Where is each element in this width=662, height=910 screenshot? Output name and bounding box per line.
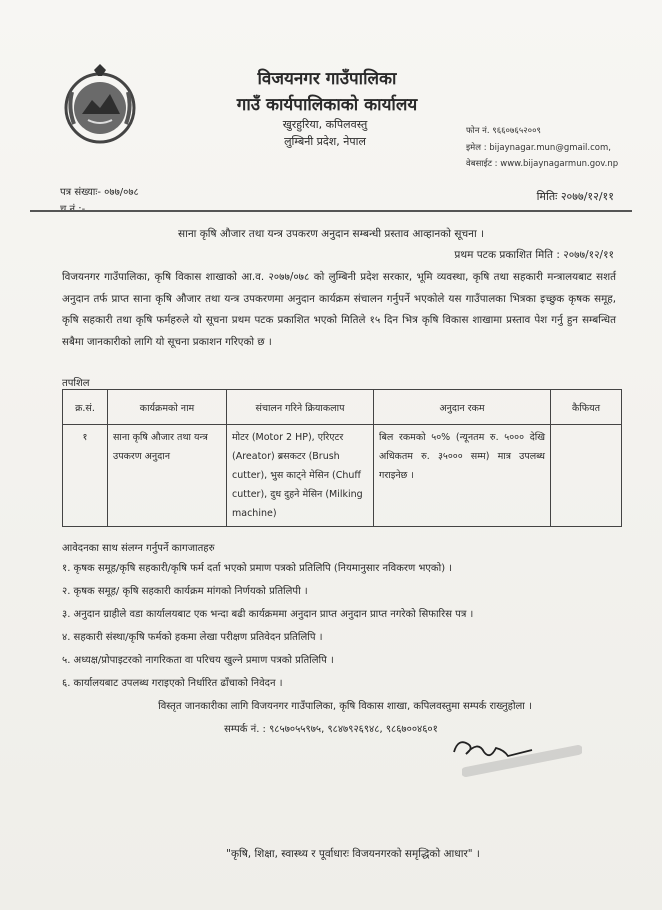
cell-activity: मोटर (Motor 2 HP), एरिएटर (Areator) ब्रसकटर (Brush cutter), भुस काट्ने मेसिन (Chuff cutter), दुध दुहने मेसिन (Milking machine) xyxy=(227,425,374,527)
table-header-row xyxy=(63,390,622,425)
col-header-remarks: कैफियत xyxy=(551,390,622,425)
list-item: ३. अनुदान ग्राहीले वडा कार्यालयबाट एक भन्दा बढी कार्यक्रममा अनुदान प्राप्त अनुदान प्राप्त नगरेको सिफारिस पत्र । xyxy=(62,609,474,620)
letter-date: मितिः २०७७/१२/११ xyxy=(536,190,614,203)
slogan-text: "कृषि, शिक्षा, स्वास्थ्य र पूर्वाधारः विजयनगरको समृद्धिको आधार" । xyxy=(226,848,480,860)
office-phone: फोन नं. ९६६०७६५२००९ xyxy=(466,126,541,136)
office-address-line2: लुम्बिनी प्रदेश, नेपाल xyxy=(284,135,366,148)
cell-program: साना कृषि औजार तथा यन्त्र उपकरण अनुदान xyxy=(108,425,227,527)
cell-sn: १ xyxy=(63,425,108,527)
list-item: १. कृषक समूह/कृषि सहकारी/कृषि फर्म दर्ता भएको प्रमाण पत्रको प्रतिलिपि (नियमानुसार नविकरण भएको) । xyxy=(62,563,453,574)
details-label: तपशिल xyxy=(62,378,90,389)
published-date: प्रथम पटक प्रकाशित मिति : २०७७/१२/११ xyxy=(454,249,614,261)
signature-icon xyxy=(448,730,538,770)
attachments-title: आवेदनका साथ संलग्न गर्नुपर्ने कागजातहरु xyxy=(62,543,215,554)
table-row xyxy=(63,425,622,527)
notice-subject: साना कृषि औजार तथा यन्त्र उपकरण अनुदान सम्बन्धी प्रस्ताव आव्हानको सूचना । xyxy=(178,228,484,240)
program-table xyxy=(62,389,622,527)
office-title-line1: विजयनगर गाउँपालिका xyxy=(257,69,397,89)
cell-remarks xyxy=(551,425,622,527)
attachments-list xyxy=(62,557,622,695)
office-address-line1: खुरहुरिया, कपिलवस्तु xyxy=(282,118,368,131)
dispatch-number xyxy=(60,201,85,215)
list-item: ५. अध्यक्ष/प्रोपाइटरको नागरिकता वा परिचय खुल्ने प्रमाण पत्रको प्रतिलिपि । xyxy=(62,655,334,666)
office-website: वेबसाईट : www.bijaynagarmun.gov.np xyxy=(466,159,619,169)
list-item: २. कृषक समूह/ कृषि सहकारी कार्यक्रम मांगको निर्णयको प्रतिलिपी । xyxy=(62,586,308,597)
list-item: ६. कार्यालयबाट उपलब्ध गराइएको निर्धारित ढाँचाको निवेदन । xyxy=(62,678,283,689)
cell-amount: बिल रकमको ५०% (न्यूनतम रु. ५००० देखि अधिकतम रु. ३५००० सम्म) मात्र उपलब्ध गराइनेछ । xyxy=(374,425,551,527)
col-header-amount: अनुदान रकम xyxy=(374,390,551,425)
office-email: इमेल : bijaynagar.mun@gmail.com, xyxy=(466,143,611,153)
more-info-text: विस्तृत जानकारीका लागि विजयनगर गाउँपालिका, कृषि विकास शाखा, कपिलवस्तुमा सम्पर्क राख्नुहोला । xyxy=(158,701,532,712)
col-header-sn: क्र.सं. xyxy=(63,390,108,425)
letter-number: पत्र संख्याः- ०७७/०७८ xyxy=(60,187,139,198)
header-divider xyxy=(30,210,632,212)
col-header-activity: संचालन गरिने क्रियाकलाप xyxy=(227,390,374,425)
col-header-program: कार्यक्रमको नाम xyxy=(108,390,227,425)
list-item: ४. सहकारी संस्था/कृषि फर्मको हकमा लेखा परीक्षण प्रतिवेदन प्रतिलिपि । xyxy=(62,632,323,643)
contact-numbers: सम्पर्क नं. : ९८५७०५५९७५, ९८४७९२६९४८, ९८६७००४६०१ xyxy=(224,724,438,735)
office-title-line2: गाउँ कार्यपालिकाको कार्यालय xyxy=(236,95,418,115)
notice-body: विजयनगर गाउँपालिका, कृषि विकास शाखाको आ.व. २०७७/०७८ को लुम्बिनी प्रदेश सरकार, भूमि व्यवस्था, कृषि तथा सहकारी मन्त्रालयबाट सशर्त अनुदान तर्फ प्राप्त साना कृषि औजार तथा यन्त्र उपकरणमा अनुदान कार्यक्रम संचालन गर्नुपर्ने भएकोले यस गाउँपालका भित्रका इच्छुक कृषक समूह, कृषि सहकारी तथा कृषि फर्महरुले यो सूचना प्रथम पटक प्रकाशित भएको मितिले १५ दिन भित्र कृषि विकास शाखामा प्रस्ताव पेश गर्नु हुन सम्बन्धित सबैमा जानकारीको लागि यो सूचना प्रकाशन गरिएको छ । xyxy=(62,271,616,348)
